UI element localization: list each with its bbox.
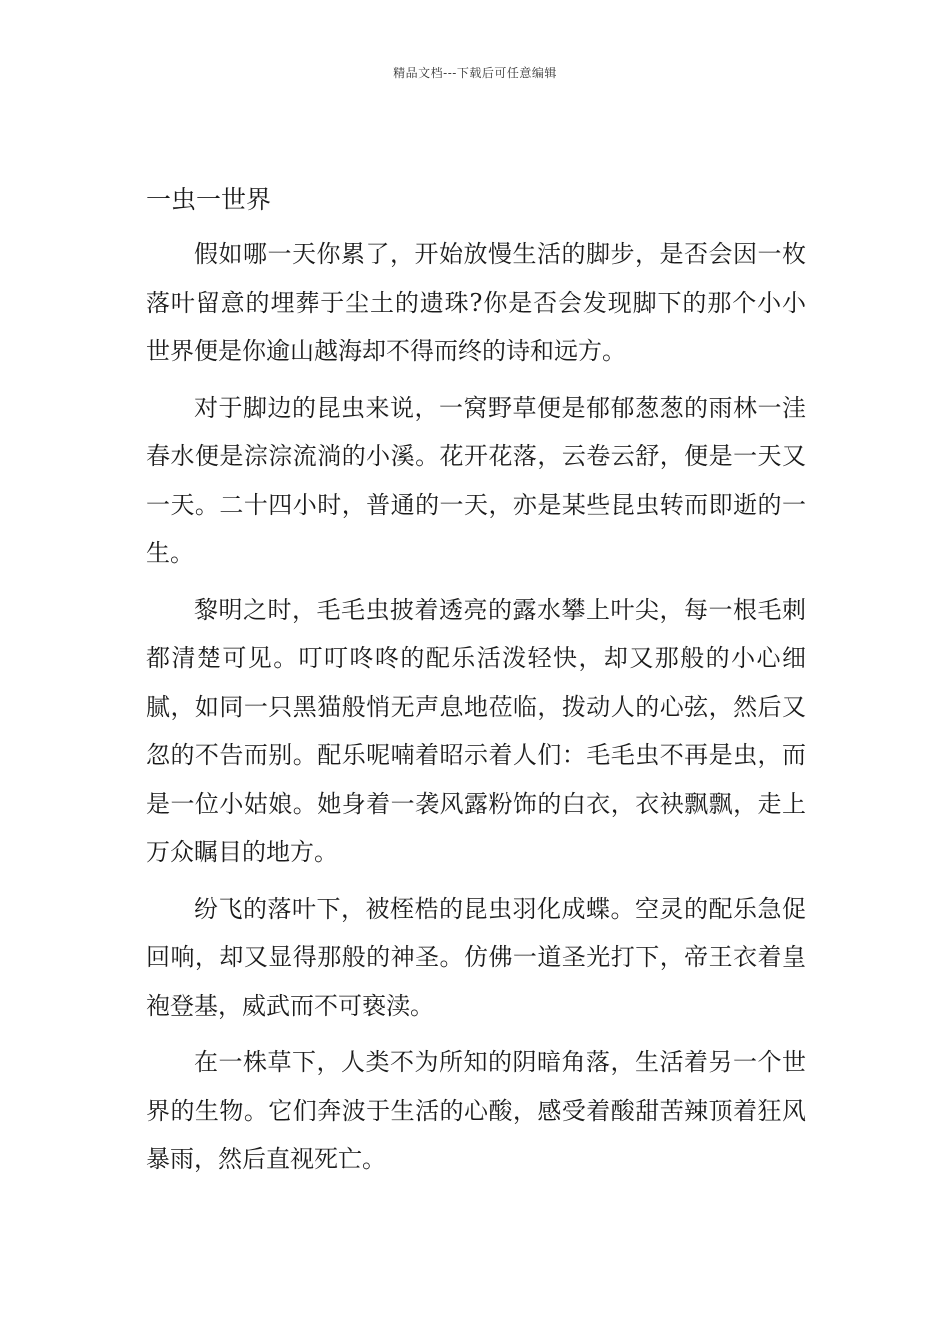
paragraph-2: 对于脚边的昆虫来说，一窝野草便是郁郁葱葱的雨林一洼春水便是淙淙流淌的小溪。花开花落，云卷云舒，便是一天又一天。二十四小时，普通的一天，亦是某些昆虫转而即逝的一生。: [146, 393, 806, 567]
document-title: 一虫一世界: [146, 185, 272, 214]
paragraph-4: 纷飞的落叶下，被桎梏的昆虫羽化成蝶。空灵的配乐急促回响，却又显得那般的神圣。仿佛一道圣光打下，帝王衣着皇袍登基，威武而不可亵渎。: [146, 894, 806, 1020]
paragraph-3: 黎明之时，毛毛虫披着透亮的露水攀上叶尖，每一根毛刺都清楚可见。叮叮咚咚的配乐活泼轻快，却又那般的小心细腻，如同一只黑猫般悄无声息地莅临，拨动人的心弦，然后又忽的不告而别。配乐呢喃着昭示着人们：毛毛虫不再是虫，而是一位小姑娘。她身着一袭风露粉饰的白衣，衣袂飘飘，走上万众瞩目的地方。: [146, 595, 806, 866]
paragraph-5: 在一株草下，人类不为所知的阴暗角落，生活着另一个世界的生物。它们奔波于生活的心酸，感受着酸甜苦辣顶着狂风暴雨，然后直视死亡。: [146, 1048, 806, 1173]
page-header: 精品文档---下载后可任意编辑: [393, 66, 557, 80]
document-body: [146, 180, 806, 1192]
paragraph-1: 假如哪一天你累了，开始放慢生活的脚步，是否会因一枚落叶留意的埋葬于尘土的遗珠?你是否会发现脚下的那个小小世界便是你逾山越海却不得而终的诗和远方。: [146, 240, 806, 365]
